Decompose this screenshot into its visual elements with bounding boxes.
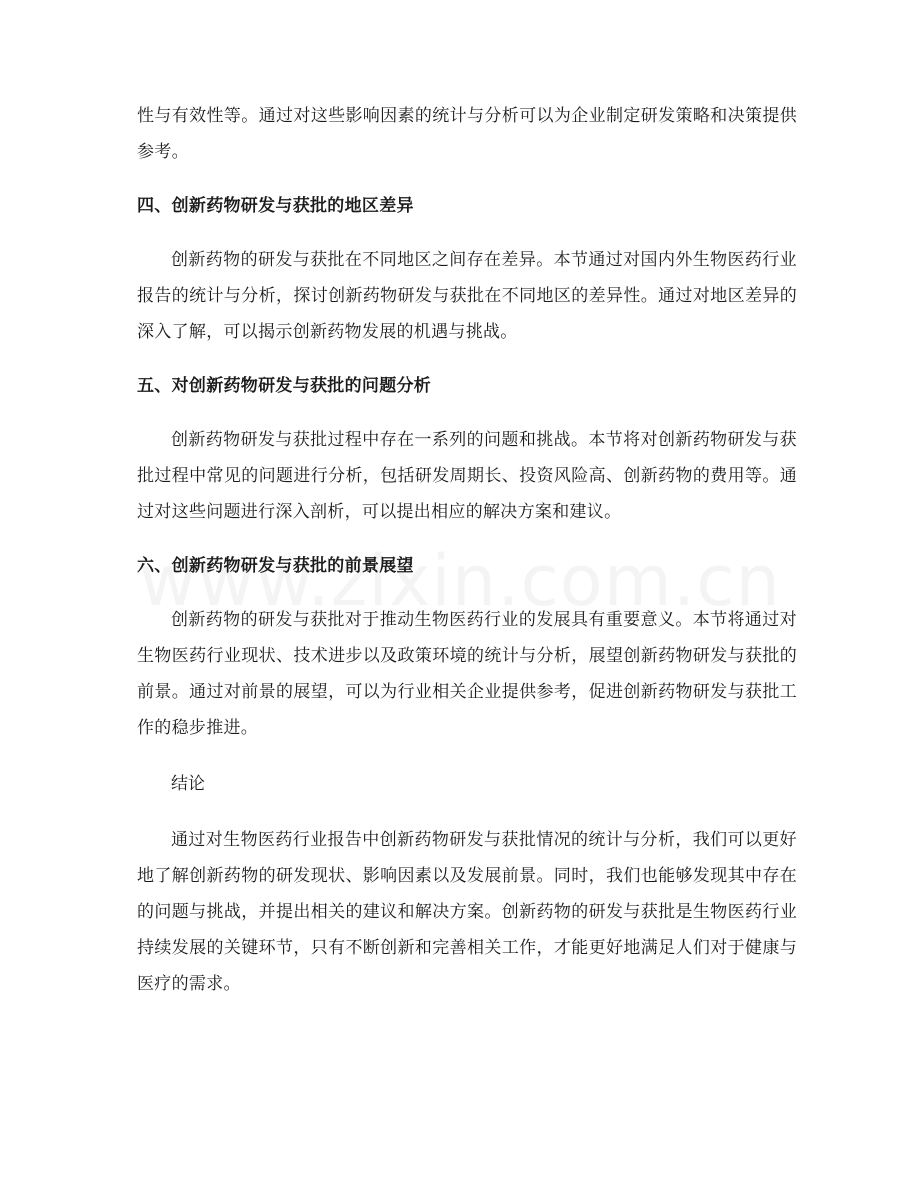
document-body [137, 98, 797, 1002]
section-4-body: 创新药物的研发与获批在不同地区之间存在差异。本节通过对国内外生物医药行业报告的统计与分析，探讨创新药物研发与获批在不同地区的差异性。通过对地区差异的深入了解，可以揭示创新药物发展的机遇与挑战。 [137, 250, 797, 342]
section-5-heading: 五、对创新药物研发与获批的问题分析 [137, 376, 432, 396]
intro-paragraph: 性与有效性等。通过对这些影响因素的统计与分析可以为企业制定研发策略和决策提供参考。 [137, 106, 797, 162]
section-5-body: 创新药物研发与获批过程中存在一系列的问题和挑战。本节将对创新药物研发与获批过程中常见的问题进行分析，包括研发周期长、投资风险高、创新药物的费用等。通过对这些问题进行深入剖析，可以提出相应的解决方案和建议。 [137, 430, 797, 522]
section-6-body: 创新药物的研发与获批对于推动生物医药行业的发展具有重要意义。本节将通过对生物医药行业现状、技术进步以及政策环境的统计与分析，展望创新药物研发与获批的前景。通过对前景的展望，可以为行业相关企业提供参考，促进创新药物研发与获批工作的稳步推进。 [137, 610, 797, 738]
conclusion-label: 结论 [171, 774, 205, 794]
section-6-heading: 六、创新药物研发与获批的前景展望 [137, 556, 414, 576]
section-4-heading: 四、创新药物研发与获批的地区差异 [137, 196, 414, 216]
conclusion-body: 通过对生物医药行业报告中创新药物研发与获批情况的统计与分析，我们可以更好地了解创新药物的研发现状、影响因素以及发展前景。同时，我们也能够发现其中存在的问题与挑战，并提出相关的建议和解决方案。创新药物的研发与获批是生物医药行业持续发展的关键环节，只有不断创新和完善相关工作，才能更好地满足人们对于健康与医疗的需求。 [137, 830, 797, 994]
